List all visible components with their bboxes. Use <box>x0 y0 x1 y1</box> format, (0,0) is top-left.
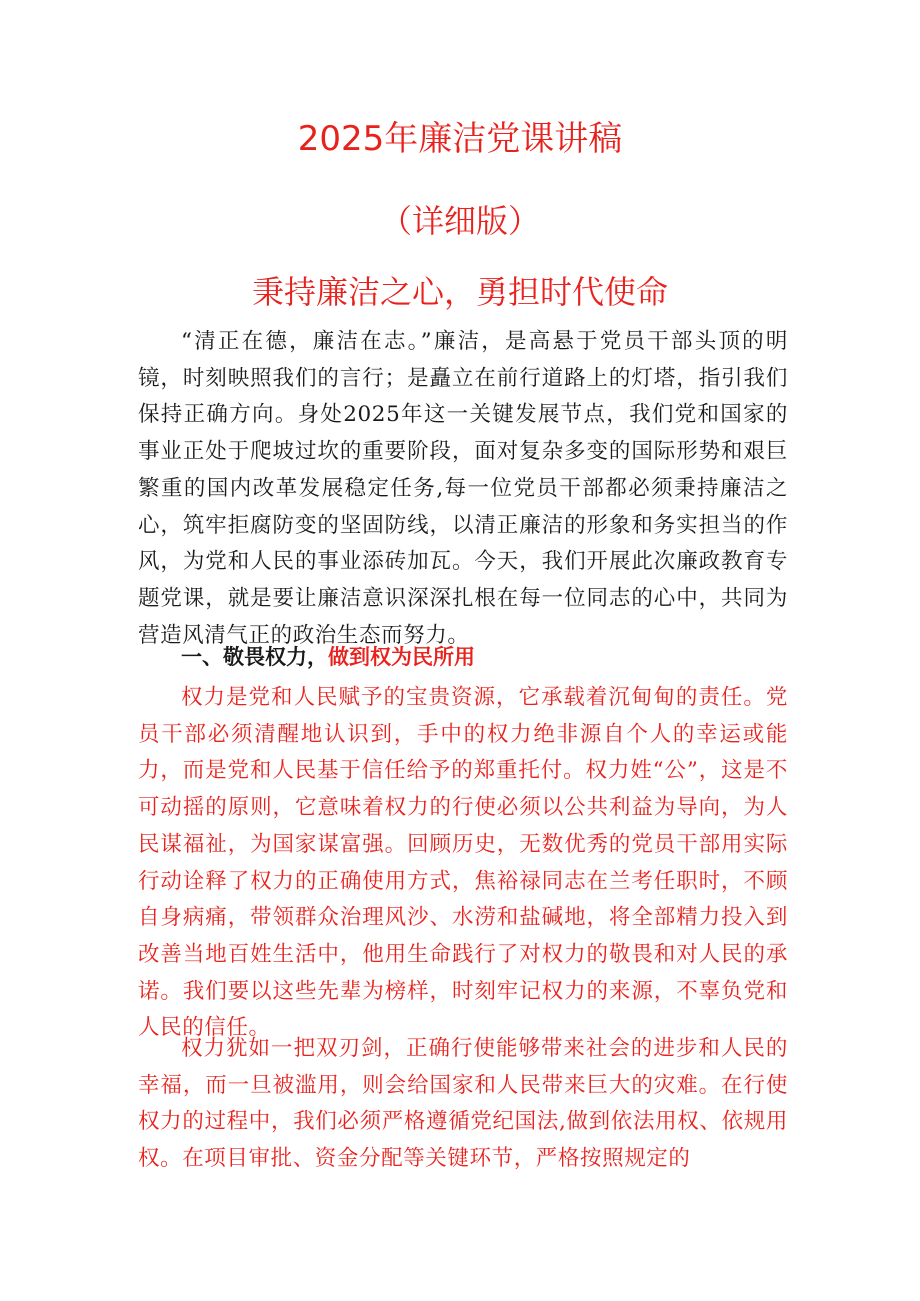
section-paragraph-2: 权力犹如一把双刃剑，正确行使能够带来社会的进步和人民的幸福，而一旦被滥用，则会给国家和人民带来巨大的灾难。在行使权力的过程中，我们必须严格遵循党纪国法,做到依法用权、依规用权。在项目审批、资金分配等关键环节，严格按照规定的 <box>138 1036 788 1172</box>
document-theme: 秉持廉洁之心，勇担时代使命 <box>251 273 668 311</box>
section-heading <box>181 640 475 674</box>
intro-paragraph: “清正在德，廉洁在志。”廉洁，是高悬于党员干部头顶的明镜，时刻映照我们的言行；是矗立在前行道路上的灯塔，指引我们保持正确方向。身处2025年这一关键发展节点，我们党和国家的事业正处于爬坡过坎的重要阶段，面对复杂多变的国际形势和艰巨繁重的国内改革发展稳定任务,每一位党员干部都必须秉持廉洁之心，筑牢拒腐防变的坚固防线，以清正廉洁的形象和务实担当的作风，为党和人民的事业添砖加瓦。今天，我们开展此次廉政教育专题党课，就是要让廉洁意识深深扎根在每一位同志的心中，共同为营造风清气正的政治生态而努力。 <box>138 329 788 648</box>
section-heading-highlight: 做到权为民所用 <box>328 645 475 669</box>
section-paragraph-1: 权力是党和人民赋予的宝贵资源，它承载着沉甸甸的责任。党员干部必须清醒地认识到，手中的权力绝非源自个人的幸运或能力，而是党和人民基于信任给予的郑重托付。权力姓“公”，这是不可动摇的原则，它意味着权力的行使必须以公共利益为导向，为人民谋福祉，为国家谋富强。回顾历史，无数优秀的党员干部用实际行动诠释了权力的正确使用方式，焦裕禄同志在兰考任职时，不顾自身病痛，带领群众治理风沙、水涝和盐碱地，将全部精力投入到改善当地百姓生活中，他用生命践行了对权力的敬畏和对人民的承诺。我们要以这些先辈为榜样，时刻牢记权力的来源，不辜负党和人民的信任。 <box>138 685 788 1041</box>
document-subtitle: （详细版） <box>379 202 540 240</box>
document-title: 2025年廉洁党课讲稿 <box>297 119 623 159</box>
section-heading-prefix: 一、敬畏权力， <box>181 645 328 669</box>
